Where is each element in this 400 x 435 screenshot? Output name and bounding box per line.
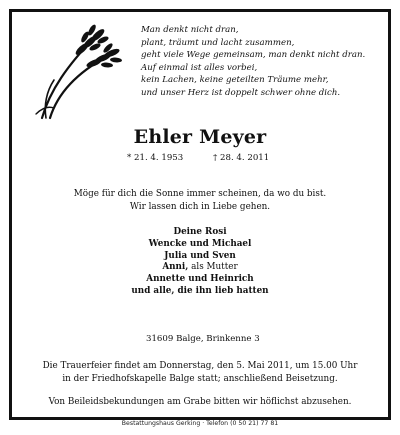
condolence-note: Von Beileidsbekundungen am Grabe bitten wir höflichst abzusehen. xyxy=(48,397,352,407)
mourners-list xyxy=(0,227,400,298)
mourner: und alle, die ihn lieb hatten xyxy=(131,285,269,296)
poem-line: plant, träumt und lacht zusammen, xyxy=(141,37,295,48)
family-address: 31609 Balge, Brinkenne 3 xyxy=(146,334,260,344)
funeral-line: Die Trauerfeier findet am Donnerstag, den 5. Mai 2011, um 15.00 Uhr xyxy=(42,361,358,371)
wish-line: Wir lassen dich in Liebe gehen. xyxy=(129,201,271,212)
wheat-ears-icon xyxy=(28,20,128,120)
poem-line: geht viele Wege gemeinsam, man denkt nicht dran. xyxy=(141,50,366,61)
funeral-line: in der Friedhofskapelle Balge statt; anschließend Beisetzung. xyxy=(62,373,338,384)
poem-line: Auf einmal ist alles vorbei, xyxy=(141,62,258,73)
deceased-name: Ehler Meyer xyxy=(133,126,267,148)
mourner: Annette und Heinrich xyxy=(146,274,254,285)
poem xyxy=(141,24,381,100)
farewell-wish xyxy=(0,188,400,214)
death-date: † 28. 4. 2011 xyxy=(213,153,270,163)
mourner: Wencke und Michael xyxy=(148,238,252,249)
poem-line: und unser Herz ist doppelt schwer ohne dich. xyxy=(141,87,341,98)
poem-line: kein Lachen, keine geteilten Träume mehr, xyxy=(141,75,329,86)
poem-line: Man denkt nicht dran, xyxy=(141,25,239,35)
mourner: Deine Rosi xyxy=(173,227,227,237)
mourner: Julia und Sven xyxy=(164,250,236,261)
funeral-info xyxy=(0,360,400,385)
mourner: Anni, xyxy=(162,262,189,273)
birth-date: * 21. 4. 1953 xyxy=(127,153,184,163)
wish-line: Möge für dich die Sonne immer scheinen, da wo du bist. xyxy=(73,189,327,199)
mourner-relation: als Mutter xyxy=(188,262,238,273)
funeral-home-footer: Bestattungshaus Gerking · Telefon (0 50 21) 77 81 xyxy=(121,420,279,427)
